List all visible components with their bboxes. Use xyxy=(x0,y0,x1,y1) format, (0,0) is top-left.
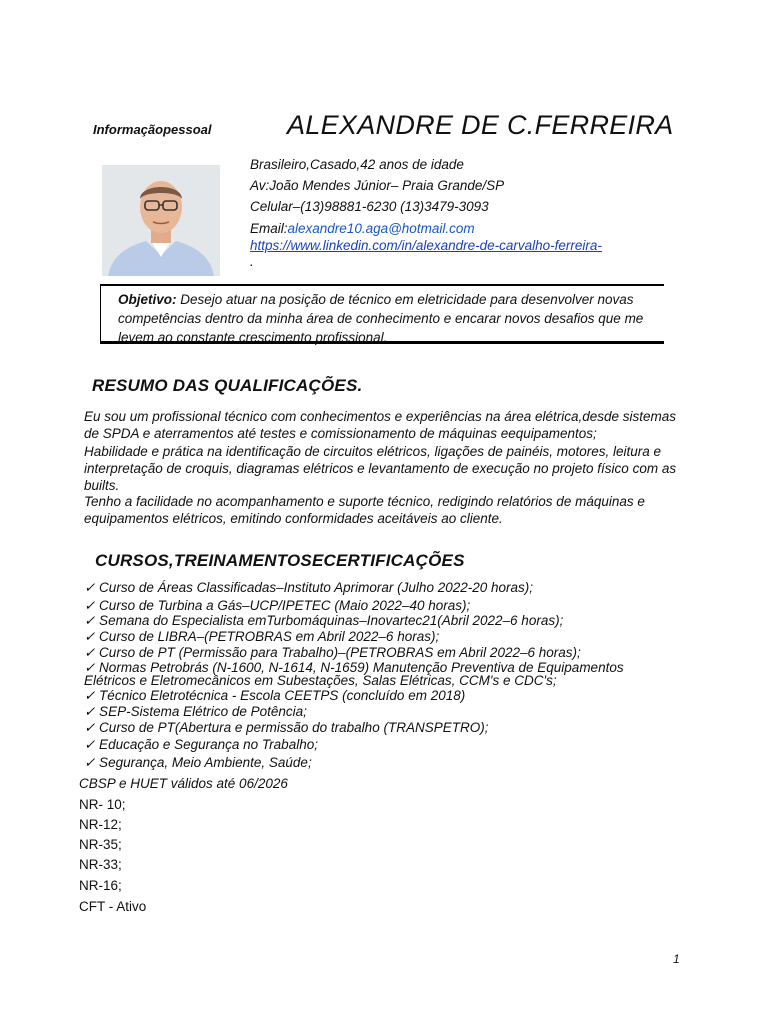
profile-photo xyxy=(102,165,220,276)
summary-paragraph-1: Eu sou um profissional técnico com conhecimentos e experiências na área elétrica,desde sistemas de SPDA e aterramentos até testes e comissionamento de máquinas eequipamentos; xyxy=(84,409,677,442)
summary-paragraph-3: Tenho a facilidade no acompanhamento e suporte técnico, redigindo relatórios de máquinas e equipamentos elétricos, emitindo conformidades aceitáveis ao cliente. xyxy=(84,494,645,527)
summary-heading: RESUMO DAS QUALIFICAÇÕES. xyxy=(92,376,363,395)
summary-paragraph-2: Habilidade e prática na identificação de circuitos elétricos, ligações de painéis, motores, leitura e interpretação de croquis, diagramas elétricos e levantamento de execução no projeto físico com as builts. xyxy=(84,444,677,494)
course-item: ✓ Semana do Especialista emTurbomáquinas–Inovartec21(Abril 2022–6 horas); xyxy=(84,613,564,628)
courses-heading: CURSOS,TREINAMENTOSECERTIFICAÇÕES xyxy=(95,551,465,570)
email-line xyxy=(250,221,475,236)
email-link[interactable]: alexandre10.aga@hotmail.com xyxy=(287,221,475,236)
nr-33: NR-33; xyxy=(79,857,122,872)
course-item: ✓ Curso de PT(Abertura e permissão do trabalho (TRANSPETRO); xyxy=(84,720,489,735)
page-number: 1 xyxy=(673,952,680,966)
linkedin-link[interactable]: https://www.linkedin.com/in/alexandre-de-carvalho-ferreira- xyxy=(250,238,602,253)
candidate-name: ALEXANDRE DE C.FERREIRA xyxy=(287,110,674,140)
course-item: ✓ Curso de LIBRA–(PETROBRAS em Abril 2022–6 horas); xyxy=(84,629,440,644)
address: Av:João Mendes Júnior– Praia Grande/SP xyxy=(250,178,505,193)
course-item: ✓ Educação e Segurança no Trabalho; xyxy=(84,737,318,752)
course-item-continuation: Elétricos e Eletromecânicos em Subestações, Salas Elétricas, CCM's e CDC's; xyxy=(84,673,557,688)
course-item: ✓ Curso de Áreas Classificadas–Instituto Aprimorar (Julho 2022-20 horas); xyxy=(84,580,534,595)
course-item: ✓ Técnico Eletrotécnica - Escola CEETPS (concluído em 2018) xyxy=(84,688,466,703)
email-label: Email: xyxy=(250,221,288,236)
objective-label: Objetivo: xyxy=(118,292,177,307)
nr-16: NR-16; xyxy=(79,878,122,893)
course-item: ✓ Segurança, Meio Ambiente, Saúde; xyxy=(84,755,312,770)
course-item: ✓ Normas Petrobrás (N-1600, N-1614, N-1659) Manutenção Preventiva de Equipamentos xyxy=(84,660,624,675)
course-item: ✓ Curso de Turbina a Gás–UCP/IPETEC (Maio 2022–40 horas); xyxy=(84,598,471,613)
phone-numbers: Celular–(13)98881-6230 (13)3479-3093 xyxy=(250,199,489,214)
nationality-age: Brasileiro,Casado,42 anos de idade xyxy=(250,157,464,172)
personal-info-label: Informaçãopessoal xyxy=(93,122,212,137)
trailing-dot: . xyxy=(250,254,254,269)
course-item: ✓ Curso de PT (Permissão para Trabalho)–(PETROBRAS em Abril 2022–6 horas); xyxy=(84,645,581,660)
objective-body: Desejo atuar na posição de técnico em eletricidade para desenvolver novas competências dentro da minha área de conhecimento e encarar novos desafios que me levem ao constante crescimento profissional. xyxy=(118,292,644,345)
objective-text xyxy=(118,290,663,347)
cft-status: CFT - Ativo xyxy=(79,899,147,914)
nr-10: NR- 10; xyxy=(79,797,126,812)
nr-35: NR-35; xyxy=(79,837,122,852)
cbsp-huet-validity: CBSP e HUET válidos até 06/2026 xyxy=(79,776,288,791)
course-item: ✓ SEP-Sistema Elétrico de Potência; xyxy=(84,704,307,719)
nr-12: NR-12; xyxy=(79,817,122,832)
